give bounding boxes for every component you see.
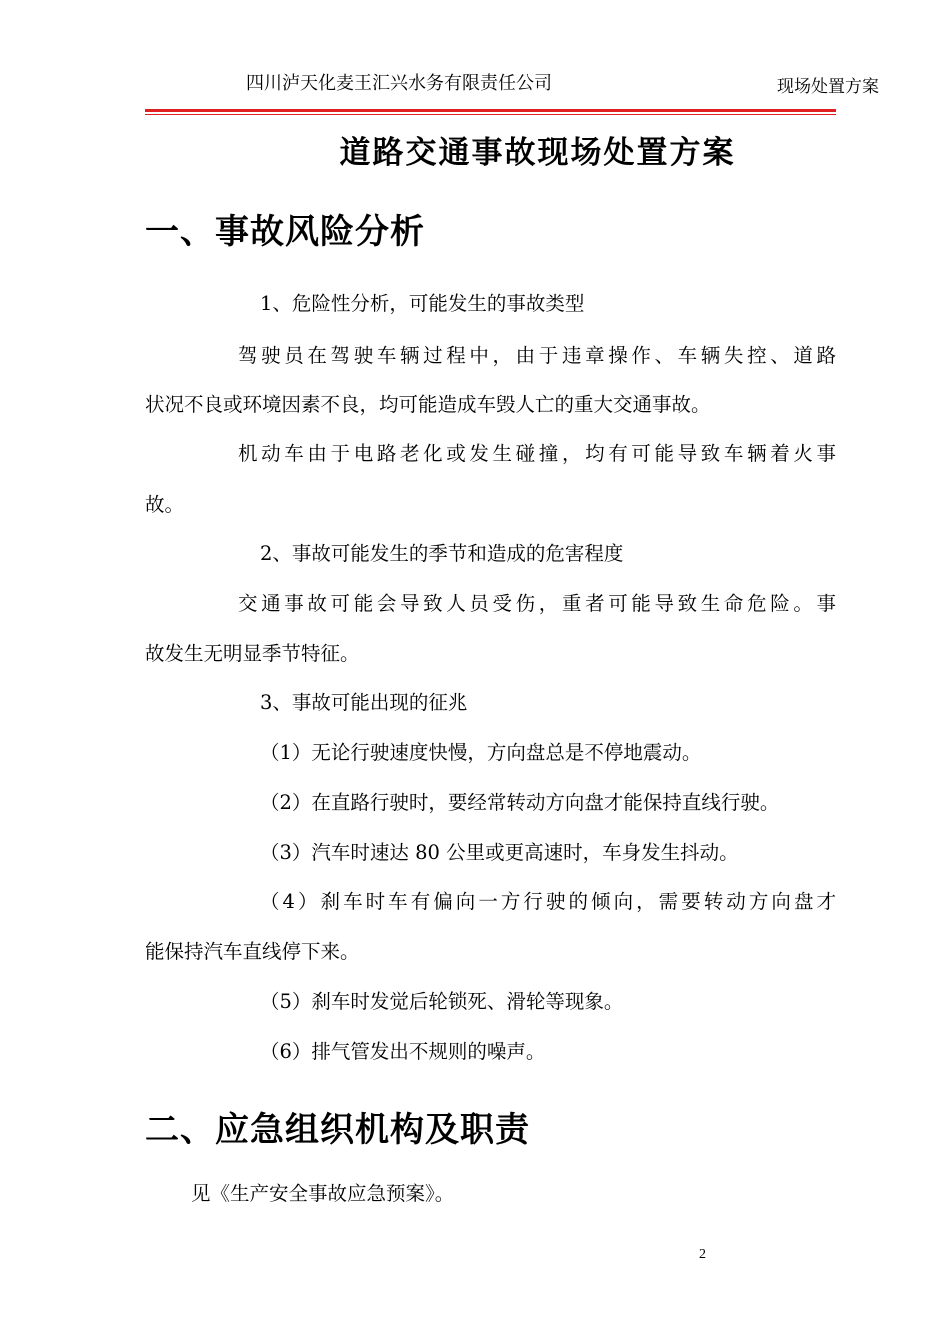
section1-heading: 一、事故风险分析: [145, 212, 425, 252]
warning-sign-item: （5）刹车时发觉后轮锁死、滑轮等现象。: [260, 990, 624, 1013]
section1-paragraph-line: 故发生无明显季节特征。: [145, 642, 360, 665]
header-company-name: 四川泸天化麦王汇兴水务有限责任公司: [246, 73, 552, 94]
section1-item2-title: 2、事故可能发生的季节和造成的危害程度: [260, 542, 624, 565]
document-title: 道路交通事故现场处置方案: [339, 135, 736, 171]
header-rule-thick: [145, 109, 836, 112]
section2-reference: 见《生产安全事故应急预案》。: [191, 1182, 455, 1205]
warning-sign-item-continued: 能保持汽车直线停下来。: [145, 940, 360, 963]
page-number: 2: [699, 1247, 706, 1262]
warning-sign-item: （6）排气管发出不规则的噪声。: [260, 1040, 546, 1063]
section1-item3-title: 3、事故可能出现的征兆: [260, 691, 468, 714]
section2-heading: 二、应急组织机构及职责: [145, 1110, 530, 1150]
section1-paragraph-line: 交通事故可能会导致人员受伤，重者可能导致生命危险。事: [238, 592, 836, 615]
section1-item1-title: 1、危险性分析，可能发生的事故类型: [260, 292, 585, 315]
warning-sign-item: （2）在直路行驶时，要经常转动方向盘才能保持直线行驶。: [260, 791, 780, 814]
section1-paragraph-line: 故。: [145, 493, 185, 516]
section1-paragraph-line: 驾驶员在驾驶车辆过程中，由于违章操作、车辆失控、道路: [238, 344, 836, 367]
warning-sign-item: （3）汽车时速达 80 公里或更高速时，车身发生抖动。: [260, 841, 739, 864]
header-document-type: 现场处置方案: [777, 77, 879, 97]
warning-sign-item: （4）刹车时车有偏向一方行驶的倾向，需要转动方向盘才: [260, 890, 836, 913]
header-rule-thin: [145, 114, 836, 115]
warning-sign-item: （1）无论行驶速度快慢，方向盘总是不停地震动。: [260, 741, 702, 764]
section1-paragraph-line: 机动车由于电路老化或发生碰撞，均有可能导致车辆着火事: [238, 442, 836, 465]
section1-paragraph-line: 状况不良或环境因素不良，均可能造成车毁人亡的重大交通事故。: [145, 393, 711, 416]
